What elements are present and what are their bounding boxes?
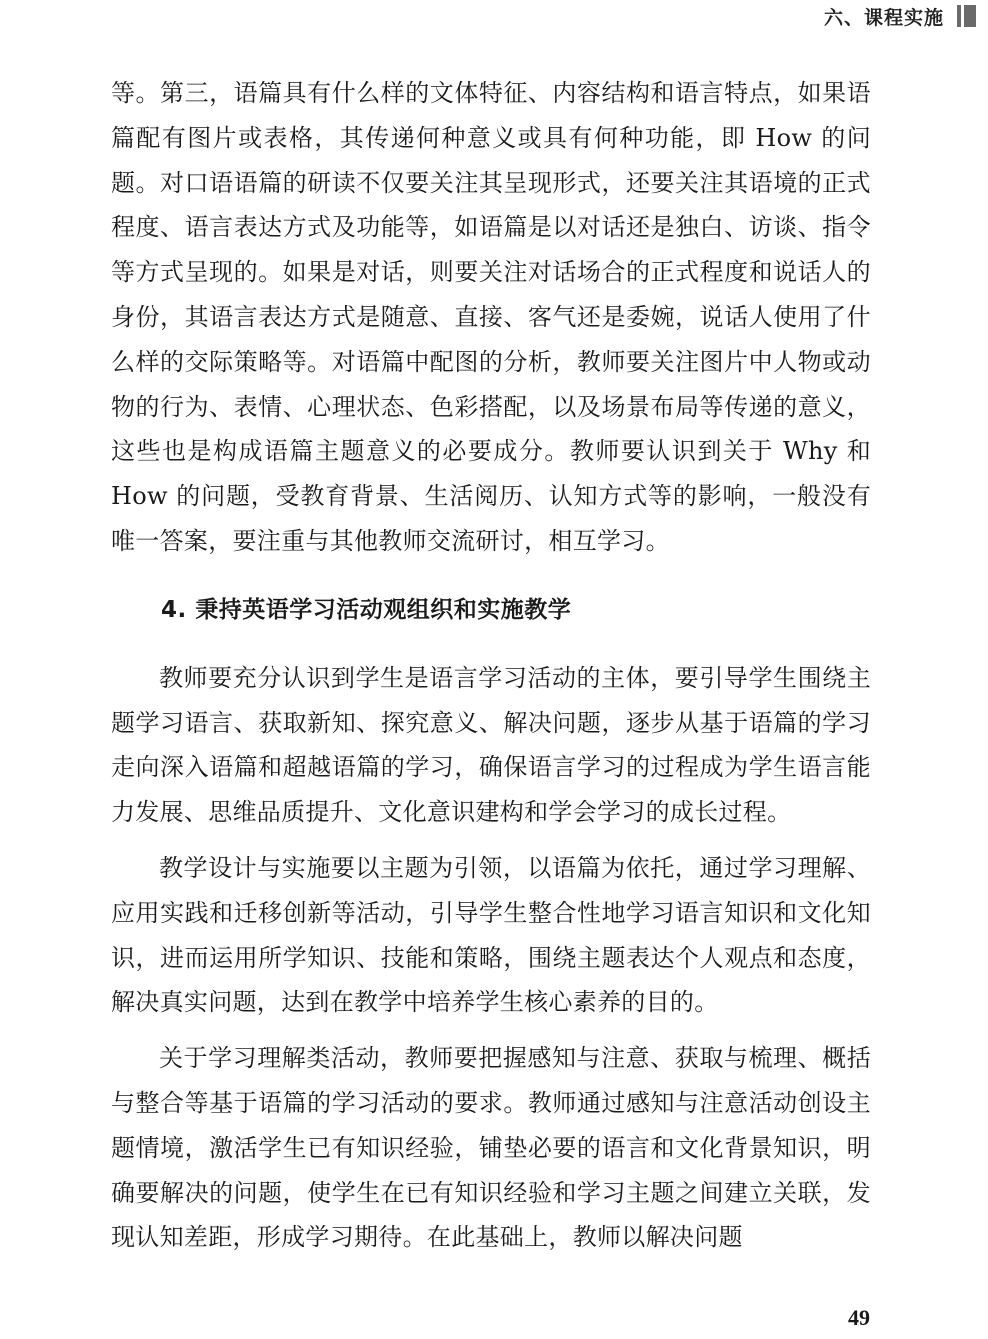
page-body — [111, 71, 871, 1260]
paragraph-continued: 等。第三，语篇具有什么样的文体特征、内容结构和语言特点，如果语篇配有图片或表格，其传递何种意义或具有何种功能，即 How 的问题。对口语语篇的研读不仅要关注其呈现形式，还要关注其语境的正式程度、语言表达方式及功能等，如语篇是以对话还是独白、访谈、指令等方式呈现的。如果是对话，则要关注对话场合的正式程度和说话人的身份，其语言表达方式是随意、直接、客气还是委婉，说话人使用了什么样的交际策略等。对语篇中配图的分析，教师要关注图片中人物或动物的行为、表情、心理状态、色彩搭配，以及场景布局等传递的意义，这些也是构成语篇主题意义的必要成分。教师要认识到关于 Why 和 How 的问题，受教育背景、生活阅历、认知方式等的影响，一般没有唯一答案，要注重与其他教师交流研讨，相互学习。 — [111, 79, 871, 555]
paragraph-learner-subject: 教师要充分认识到学生是语言学习活动的主体，要引导学生围绕主题学习语言、获取新知、探究意义、解决问题，逐步从基于语篇的学习走向深入语篇和超越语篇的学习，确保语言学习的过程成为学生语言能力发展、思维品质提升、文化意识建构和学会学习的成长过程。 — [111, 663, 871, 827]
paragraph-teaching-design: 教学设计与实施要以主题为引领，以语篇为依托，通过学习理解、应用实践和迁移创新等活动，引导学生整合性地学习语言知识和文化知识，进而运用所学知识、技能和策略，围绕主题表达个人观点和态度，解决真实问题，达到在教学中培养学生核心素养的目的。 — [111, 853, 871, 1017]
paragraph-learning-activities: 关于学习理解类活动，教师要把握感知与注意、获取与梳理、概括与整合等基于语篇的学习活动的要求。教师通过感知与注意活动创设主题情境，激活学生已有知识经验，铺垫必要的语言和文化背景知识，明确要解决的问题，使学生在已有知识经验和学习主题之间建立关联，发现认知差距，形成学习期待。在此基础上，教师以解决问题 — [111, 1044, 871, 1252]
page-number: 49 — [848, 1305, 870, 1330]
running-head-title: 六、课程实施 — [823, 6, 944, 29]
running-head — [824, 4, 976, 28]
section-heading: 4. 秉持英语学习活动观组织和实施教学 — [161, 596, 572, 623]
running-head-marker-thick — [964, 5, 976, 27]
running-head-marker-thin — [957, 5, 961, 27]
